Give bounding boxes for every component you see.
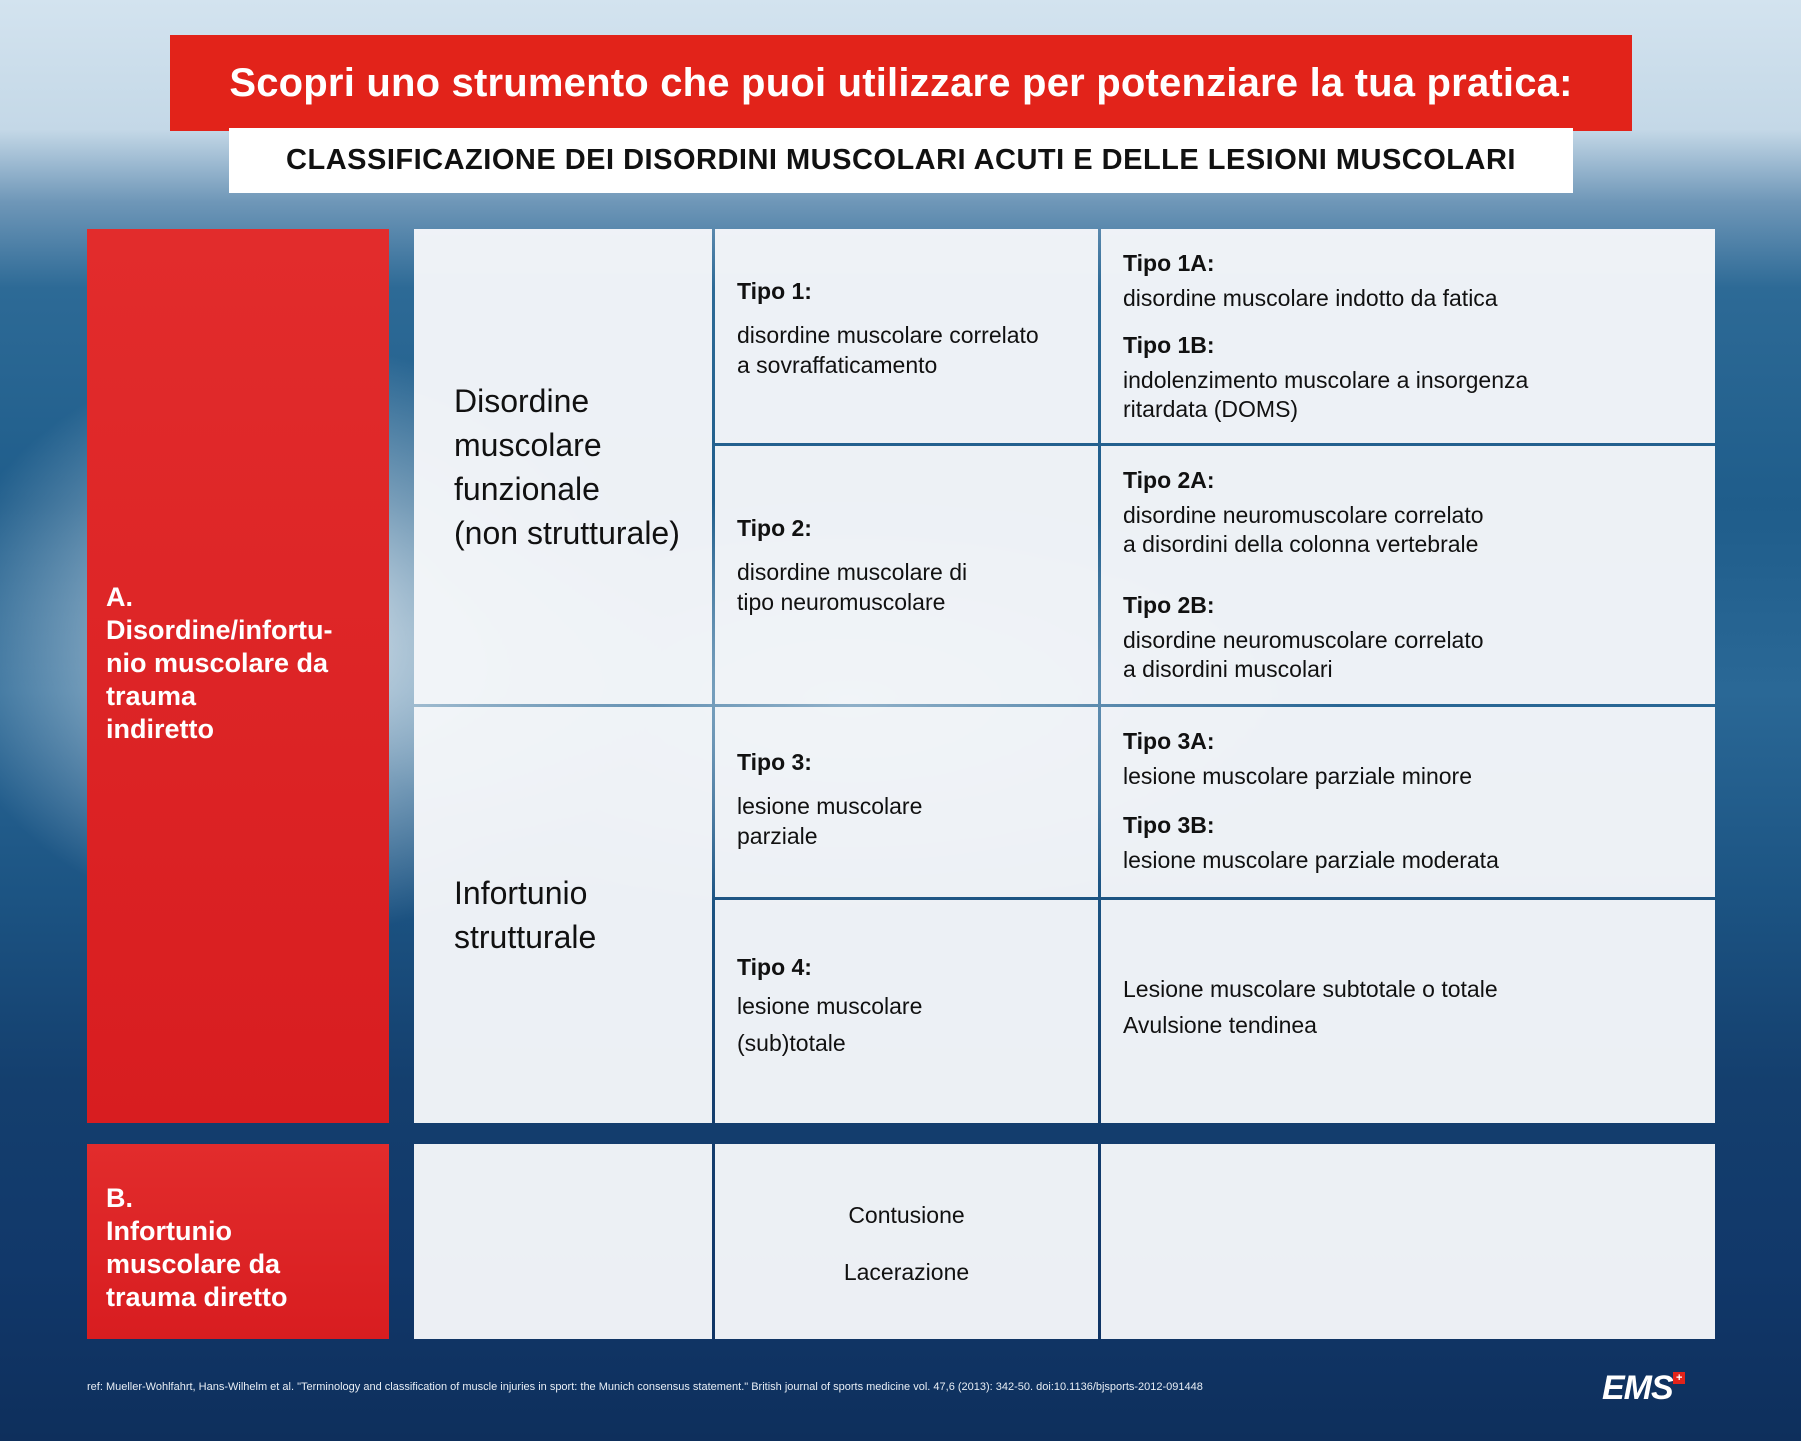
subtype-desc-line: lesione muscolare parziale moderata — [1123, 847, 1499, 873]
type-desc-line: disordine muscolare di — [737, 559, 968, 585]
category-line: Disordine — [454, 382, 590, 419]
type-desc-line: (sub)totale — [737, 1030, 846, 1056]
section-a-line: indiretto — [106, 714, 214, 744]
category-functional — [414, 229, 712, 704]
category-structural — [414, 707, 712, 1123]
type-desc-line: lesione muscolare — [737, 993, 923, 1019]
subtype-label: Tipo 2A: — [1123, 467, 1215, 493]
type-desc-line: tipo neuromuscolare — [737, 589, 946, 615]
section-b-line: trauma diretto — [106, 1282, 288, 1312]
type-label: Tipo 3: — [737, 749, 812, 775]
section-a-label — [87, 229, 389, 1123]
section-a-line: trauma — [106, 681, 197, 711]
category-line: strutturale — [454, 919, 597, 955]
page-title: Scopri uno strumento che puoi utilizzare per potenziare la tua pratica: — [229, 60, 1573, 105]
subtype-label: Tipo 1A: — [1123, 250, 1215, 276]
category-line: Infortunio — [454, 875, 588, 911]
type-1-cell — [715, 229, 1098, 443]
subtype-desc-line: indolenzimento muscolare a insorgenza — [1123, 367, 1529, 393]
subtype-2-cell — [1101, 446, 1715, 704]
subtype-desc-line: disordine neuromuscolare correlato — [1123, 627, 1484, 653]
subtype-label: Tipo 2B: — [1123, 592, 1215, 618]
section-b-item: Lacerazione — [843, 1259, 970, 1285]
section-b-line: muscolare da — [106, 1249, 281, 1279]
swiss-cross-icon: + — [1673, 1372, 1685, 1384]
subtype-3-cell — [1101, 707, 1715, 897]
subtype-4-cell — [1101, 900, 1715, 1123]
type-desc-line: a sovraffaticamento — [737, 352, 938, 378]
type-3-cell — [715, 707, 1098, 897]
page-subtitle-banner — [229, 128, 1573, 193]
category-line: (non strutturale) — [454, 514, 680, 551]
category-line: muscolare — [454, 426, 602, 463]
type-2-cell — [715, 446, 1098, 704]
section-b-items-cell — [715, 1144, 1098, 1339]
subtype-desc-line: disordine muscolare indotto da fatica — [1123, 285, 1498, 311]
ems-logo — [1602, 1369, 1685, 1408]
page-title-banner — [170, 35, 1632, 131]
type-label: Tipo 1: — [737, 278, 812, 304]
logo-text: EMS — [1602, 1369, 1673, 1407]
section-a-line: Disordine/infortu- — [106, 615, 333, 645]
subtype-1-cell — [1101, 229, 1715, 443]
page-subtitle: CLASSIFICAZIONE DEI DISORDINI MUSCOLARI ACUTI E DELLE LESIONI MUSCOLARI — [286, 144, 1516, 176]
subtype-desc-line: a disordini muscolari — [1123, 656, 1333, 682]
type-desc-line: lesione muscolare — [737, 793, 923, 819]
subtype-desc-line: disordine neuromuscolare correlato — [1123, 502, 1484, 528]
subtype-desc-line: Avulsione tendinea — [1123, 1012, 1317, 1038]
section-b-empty-cell — [1101, 1144, 1715, 1339]
section-b-item: Contusione — [848, 1202, 965, 1228]
section-a-line: nio muscolare da — [106, 648, 329, 678]
type-desc-line: disordine muscolare correlato — [737, 322, 1039, 348]
subtype-label: Tipo 3B: — [1123, 812, 1215, 838]
reference-text: ref: Mueller-Wohlfahrt, Hans-Wilhelm et al. "Terminology and classification of muscle injuries in sport: the Munich consensus statement." British journal of sports medicine vol. 47,6 (2013): 342-50. doi:10.1136/bjsports-2012-091448 — [87, 1381, 1203, 1393]
section-b-line: Infortunio — [106, 1216, 232, 1246]
type-label: Tipo 4: — [737, 954, 812, 980]
subtype-desc-line: a disordini della colonna vertebrale — [1123, 531, 1479, 557]
section-b-empty-cell — [414, 1144, 712, 1339]
subtype-label: Tipo 1B: — [1123, 332, 1215, 358]
subtype-label: Tipo 3A: — [1123, 728, 1215, 754]
subtype-desc-line: ritardata (DOMS) — [1123, 396, 1299, 422]
subtype-desc-line: Lesione muscolare subtotale o totale — [1123, 976, 1498, 1002]
type-label: Tipo 2: — [737, 515, 812, 541]
type-desc-line: parziale — [737, 823, 818, 849]
section-b-label — [87, 1144, 389, 1339]
section-a-letter: A. — [106, 582, 133, 612]
category-line: funzionale — [454, 470, 600, 507]
section-b-letter: B. — [106, 1183, 133, 1213]
subtype-desc-line: lesione muscolare parziale minore — [1123, 763, 1472, 789]
type-4-cell — [715, 900, 1098, 1123]
